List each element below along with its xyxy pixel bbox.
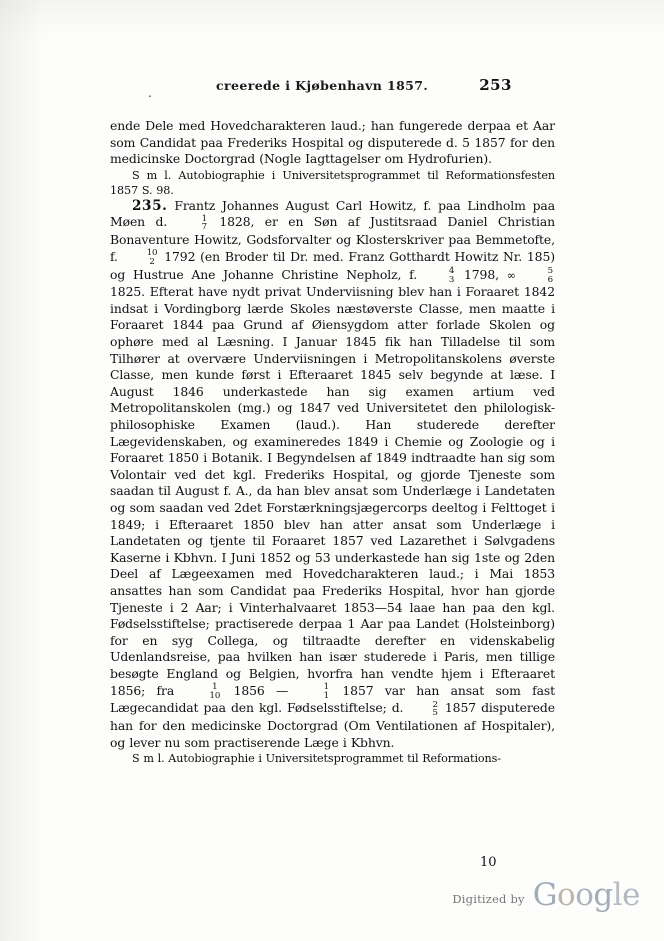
page-text-block — [110, 118, 555, 766]
source-note-first: S m l. Autobiographie i Universitetsprogrammet til Reformationsfesten 1857 S. 98. — [110, 168, 555, 197]
paragraph-continued: ende Dele med Hovedcharakteren laud.; han fungerede derpaa et Aar som Candidat paa Frederiks Hospital og disputerede d. 5 1857 for den medicinske Doctorgrad (Nogle Iagttagelser om Hydrofurien). — [110, 118, 555, 167]
scan-shadow-top — [0, 0, 664, 40]
date-fraction: 1 10 — [209, 681, 221, 701]
running-head-title: creerede i Kjøbenhavn 1857. — [216, 78, 429, 93]
source-note-second: S m l. Autobiographie i Universitetsprogrammet til Reformations- — [132, 752, 501, 766]
running-head-dot: . — [148, 86, 152, 100]
digitized-by-google-watermark — [452, 877, 640, 913]
date-fraction: 1 7 — [201, 213, 207, 233]
google-logo: Google — [532, 877, 640, 913]
page-number: 253 — [479, 76, 512, 94]
entry-number: 235. — [132, 197, 168, 214]
running-head — [0, 78, 664, 98]
date-fraction: 2 5 — [432, 699, 438, 719]
date-fraction: 1 1 — [323, 681, 330, 701]
watermark-prefix: Digitized by — [452, 892, 525, 906]
biography-entry — [110, 198, 555, 751]
date-fraction: 4 3 — [448, 265, 455, 285]
date-fraction: 10 2 — [146, 247, 158, 267]
scan-shadow-left — [0, 0, 46, 941]
entry-body: Frantz Johannes August Carl Howitz, f. paa Lindholm paa Møen d. 1 7 1828, er en Søn af Justitsraad Daniel Christian Bonaventure Howitz, Godsforvalter og Klosterskriver paa Bemmetofte, f. 10 2 1792 (en Broder til Dr. med. Franz Gotthardt Howitz Nr. 185) og Hustrue Ane Johanne Christine Nepholz, f. 4 3 1798, ∞ 5 6 1825. Efterat have nydt privat Underviisning blev han i Foraaret 1842 indsat i Vordingborg lærde Skoles næstøverste Classe, men maatte i Foraaret 1844 paa Grund af Øiensygdom atter forlade Skolen og ophøre med al Læsning. I Januar 1845 fik han Tilladelse til som Tilhører at overvære Underviisningen i Metropolitanskolens øverste Classe, men kunde først i Efteraaret 1845 selv begynde at læse. I August 1846 underkastede han sig examen artium ved Metropolitanskolen (mg.) og 1847 ved Universitetet den philologisk-philosophiske Examen (laud.). Han studerede derefter Lægevidenskaben, og examineredes 1849 i Chemie og Zoologie og i Foraaret 1850 i Botanik. I Begyndelsen af 1849 indtraadte han sig som Volontair ved det kgl. Frederiks Hospital, og gjorde Tjeneste som saadan til August f. A., da han blev ansat som Underlæge i Landetaten og som saadan ved 2det Forstærkningsjægercorps deeltog i Felttoget i 1849; i Efteraaret 1850 blev han atter ansat som Underlæge i Landetaten og tjente til Foraaret 1857 ved Lazarethet i Sølvgadens Kaserne i Kbhvn. I Juni 1852 og 53 underkastede han sig 1ste og 2den Deel af Lægeexamen med Hovedcharakteren laud.; i Mai 1853 ansattes han som Candidat paa Frederiks Hospital, hvor han gjorde Tjeneste i 2 Aar; i Vinterhalvaaret 1853—54 laae han paa den kgl. Fødselsstiftelse; practiserede derpaa 1 Aar paa Landet (Holsteinborg) for en syg Collega, og tiltraadte derefter en videnskabelig Udenlandsreise, paa hvilken han især studerede i Paris, men tillige besøgte England og Belgien, hvorfra han vendte hjem i Efteraaret 1856; fra 1 10 1856 — 1 1 1857 var han ansat som fast Lægecandidat paa den kgl. Fødselsstiftelse; d. 2 5 1857 disputerede han for den medicinske Doctorgrad (Om Ventilationen af Hospitaler), og lever nu som practiserende Læge i Kbhvn. — [110, 197, 556, 750]
date-fraction: 5 6 — [547, 265, 553, 285]
signature-mark: 10 — [480, 855, 497, 870]
marriage-symbol: ∞ — [506, 268, 516, 282]
